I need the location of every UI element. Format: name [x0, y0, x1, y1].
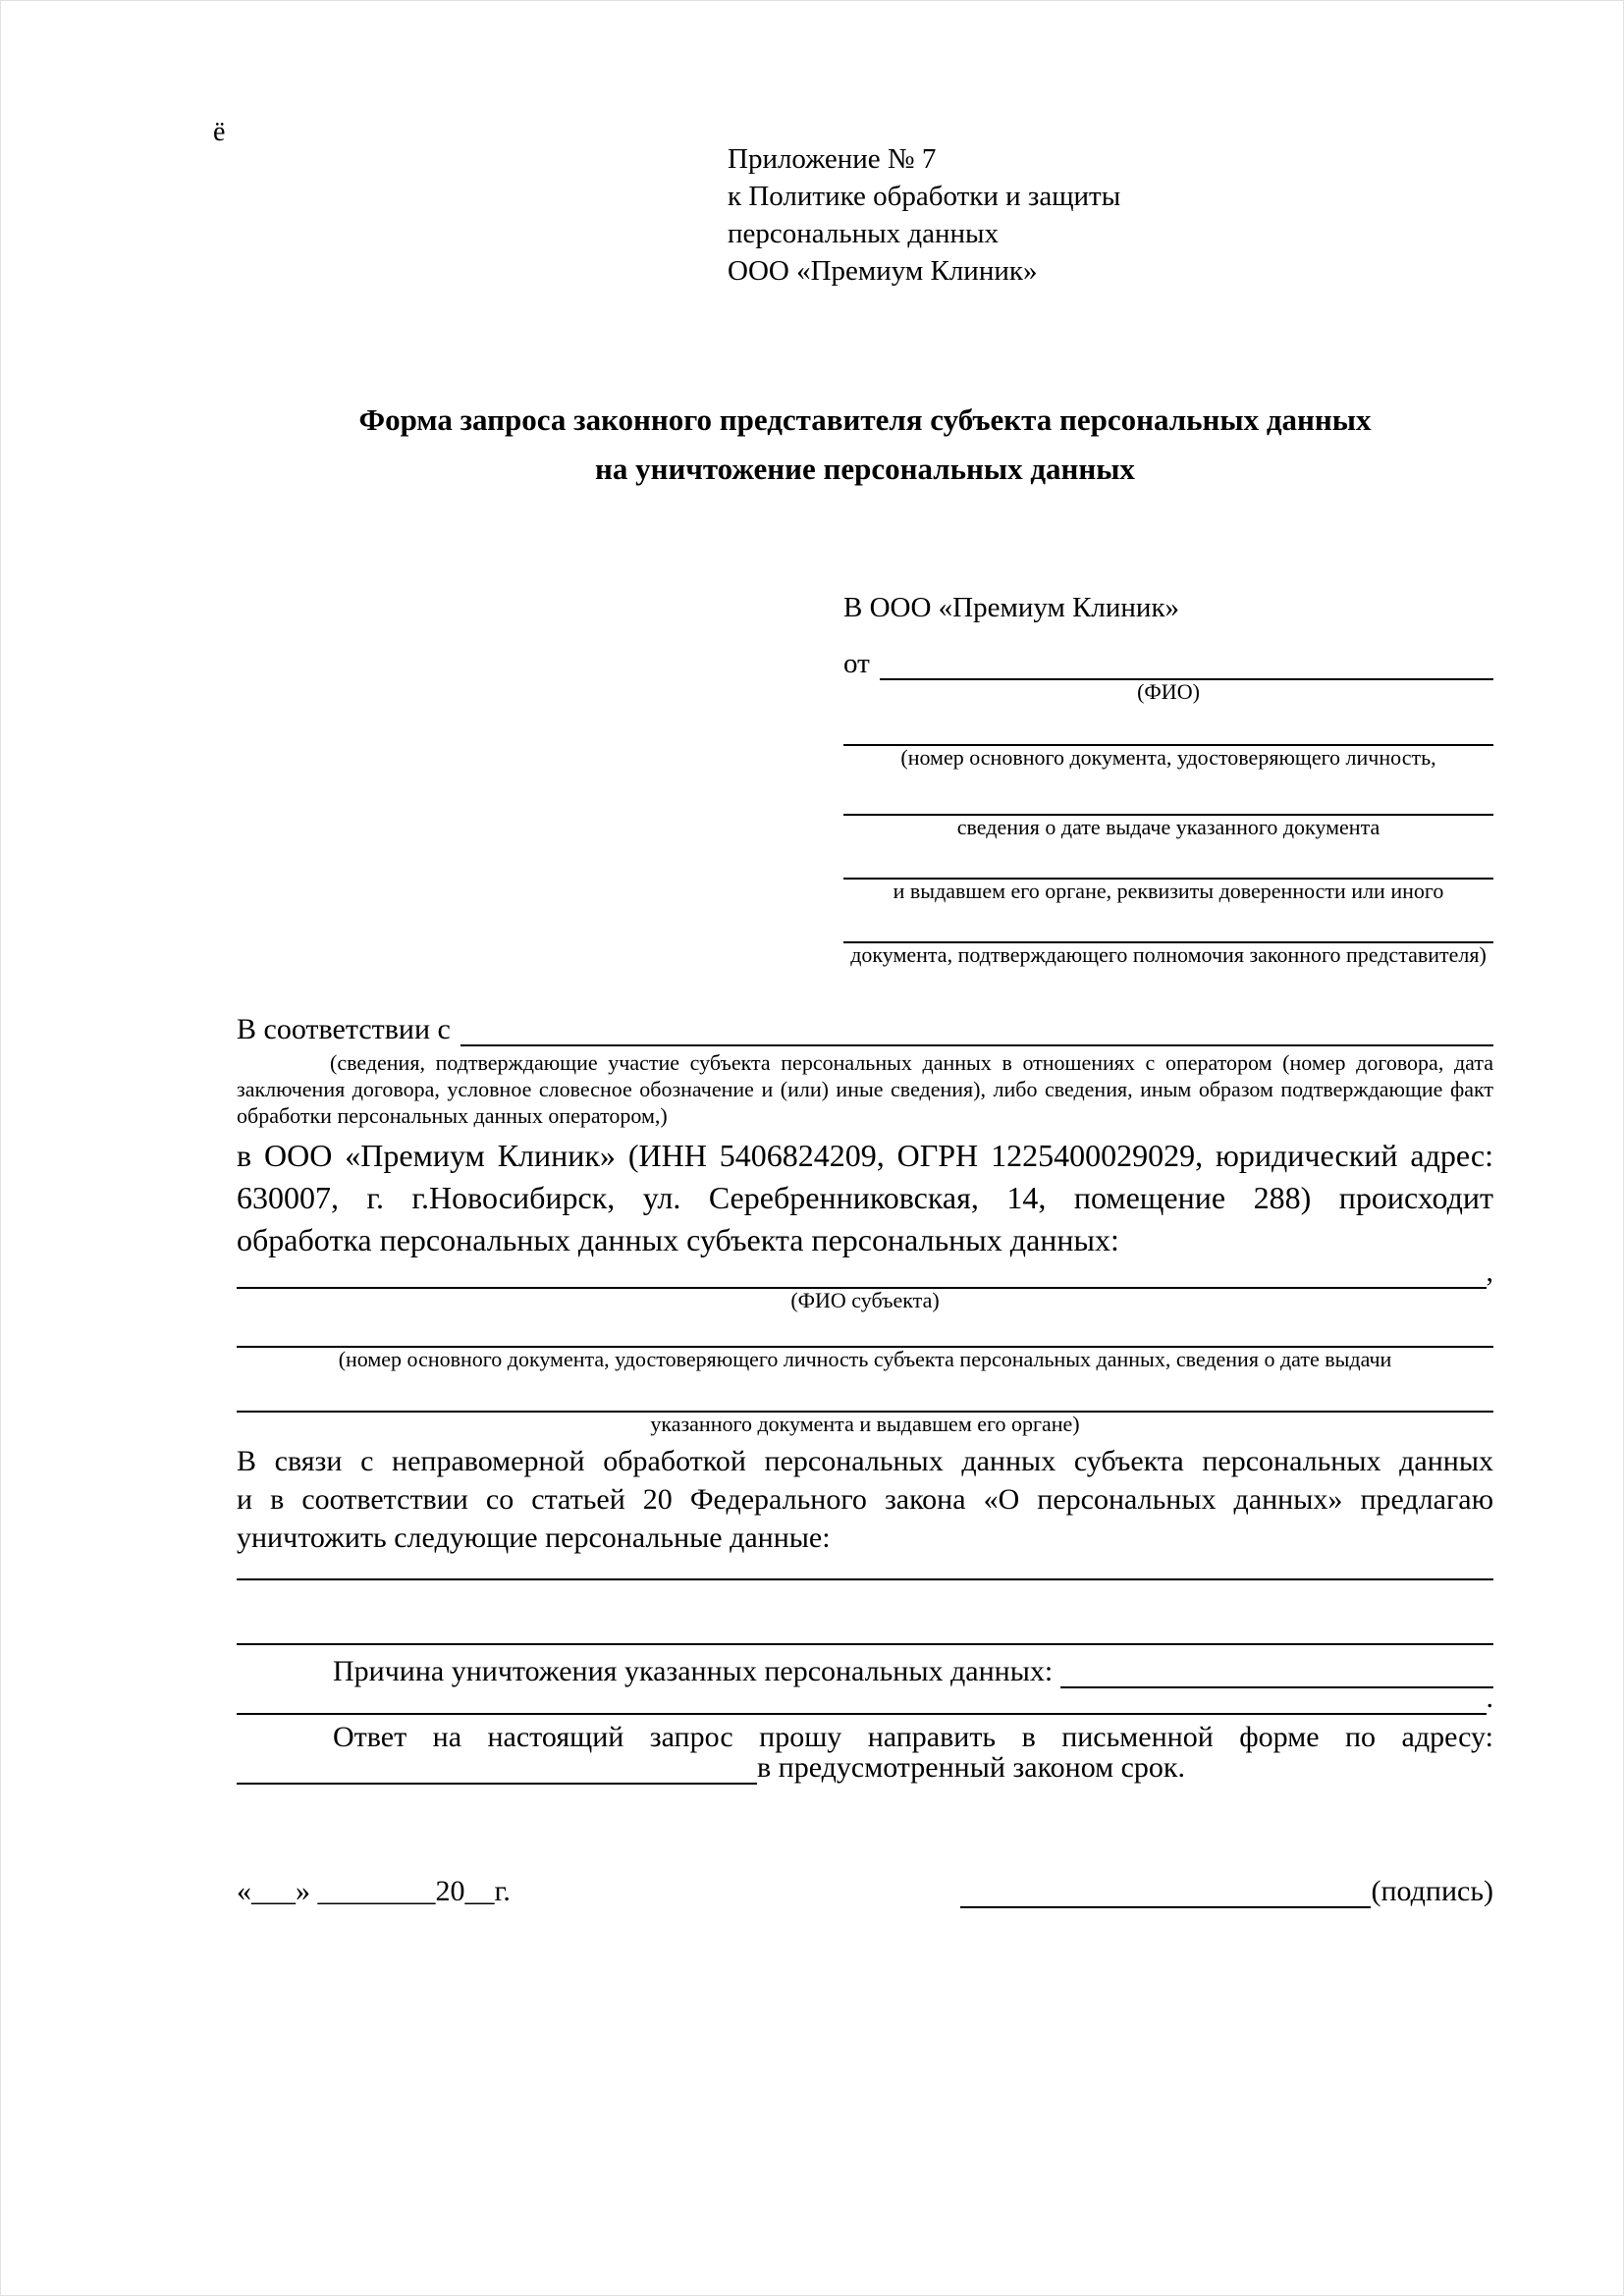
accordance-note-line: обработки персональных данных оператором,) — [237, 1103, 668, 1128]
accordance-note — [237, 1049, 1493, 1129]
appendix-line: персональных данных — [728, 218, 1000, 249]
reply-address-row — [237, 1751, 1493, 1785]
from-row — [843, 639, 1493, 680]
demand-paragraph — [237, 1442, 1493, 1557]
accordance-fill-line — [460, 1044, 1493, 1046]
subject-caption-fio: (ФИО субъекта) — [790, 1288, 940, 1312]
operator-paragraph-line: 630007, г. г.Новосибирск, ул. Серебренниковская, 14, помещение 288) происходит — [237, 1180, 1493, 1215]
fill-line-representative-authority — [843, 902, 1493, 943]
addressee-block — [843, 588, 1493, 966]
fill-line-document-number — [843, 703, 1493, 746]
field-caption-issue-date: сведения о дате выдаче указанного документа — [956, 815, 1380, 839]
subject-fio-row — [237, 1255, 1493, 1289]
fill-line-issuing-authority — [843, 838, 1493, 880]
field-caption-fio: (ФИО) — [1137, 679, 1200, 704]
field-caption-document-number: (номер основного документа, удостоверяющего личность, — [900, 745, 1436, 770]
appendix-line: ООО «Премиум Клиник» — [728, 255, 1038, 287]
field-caption-representative-authority: документа, подтверждающего полномочия законного представителя) — [850, 942, 1487, 967]
document-title — [237, 396, 1493, 494]
operator-paragraph-line: обработка персональных данных субъекта персональных данных: — [237, 1222, 1119, 1257]
reply-deadline-text: в предусмотренный законом срок. — [757, 1751, 1185, 1784]
reason-continuation-row — [237, 1682, 1493, 1715]
accordance-note-line: заключения договора, условное словесное обозначение и (или) иные сведения), либо сведения, иным образом подтверждающие факт — [237, 1077, 1493, 1101]
field-caption-issuing-authority: и выдавшем его органе, реквизиты доверенности или иного — [893, 879, 1444, 903]
operator-paragraph-line: в ООО «Премиум Клиник» (ИНН 5406824209, ОГРН 1225400029029, юридический адрес: — [237, 1138, 1493, 1173]
appendix-line: к Политике обработки и защиты — [728, 181, 1121, 212]
addressee-org: В ООО «Премиум Клиник» — [843, 592, 1180, 623]
stray-character: ё — [213, 117, 226, 147]
demand-paragraph-line: В связи с неправомерной обработкой персональных данных субъекта персональных данных — [237, 1445, 1493, 1477]
accordance-note-line: (сведения, подтверждающие участие субъекта персональных данных в отношениях с оператором (номер договора, дата — [330, 1050, 1493, 1075]
trailing-comma: , — [1486, 1255, 1493, 1288]
from-label: от — [843, 648, 870, 679]
accordance-row — [237, 1007, 1493, 1046]
reason-row — [237, 1645, 1493, 1688]
demand-paragraph-line: и в соответствии со статьей 20 Федерального закона «О персональных данных» предлагаю — [237, 1483, 1493, 1516]
address-fill-line — [237, 1783, 757, 1785]
subject-caption-document: (номер основного документа, удостоверяющего личность субъекта персональных данных, сведения о дате выдачи — [338, 1347, 1392, 1371]
data-to-destroy-fill-line — [237, 1557, 1493, 1580]
reason-fill-line — [1060, 1686, 1493, 1688]
data-to-destroy-fill-line — [237, 1580, 1493, 1645]
appendix-block — [728, 140, 1493, 290]
signature-line — [960, 1906, 1371, 1908]
reply-paragraph: Ответ на настоящий запрос прошу направить в письменной форме по адресу: — [333, 1721, 1493, 1753]
subject-authority-fill-line — [237, 1371, 1493, 1413]
subject-caption-authority: указанного документа и выдавшем его органе) — [650, 1412, 1080, 1436]
document-title-line: Форма запроса законного представителя субъекта персональных данных — [358, 402, 1372, 437]
subject-document-fill-line — [237, 1312, 1493, 1348]
operator-paragraph — [237, 1135, 1493, 1261]
reason-label: Причина уничтожения указанных персональных данных: — [333, 1655, 1054, 1687]
demand-paragraph-line: уничтожить следующие персональные данные: — [237, 1522, 831, 1554]
date-line: «___» ________20__г. — [237, 1875, 511, 1907]
trailing-period: . — [1486, 1682, 1493, 1714]
fill-line-issue-date — [843, 769, 1493, 816]
document-body — [237, 1, 1493, 1908]
signature-caption: (подпись) — [1371, 1875, 1493, 1907]
document-title-line: на уничтожение персональных данных — [595, 452, 1135, 486]
signature-group — [960, 1875, 1493, 1908]
reason-continuation-fill-line — [237, 1713, 1487, 1715]
accordance-lead: В соответствии с — [237, 1013, 451, 1045]
signature-footer — [237, 1871, 1493, 1908]
appendix-line: Приложение № 7 — [728, 143, 937, 175]
